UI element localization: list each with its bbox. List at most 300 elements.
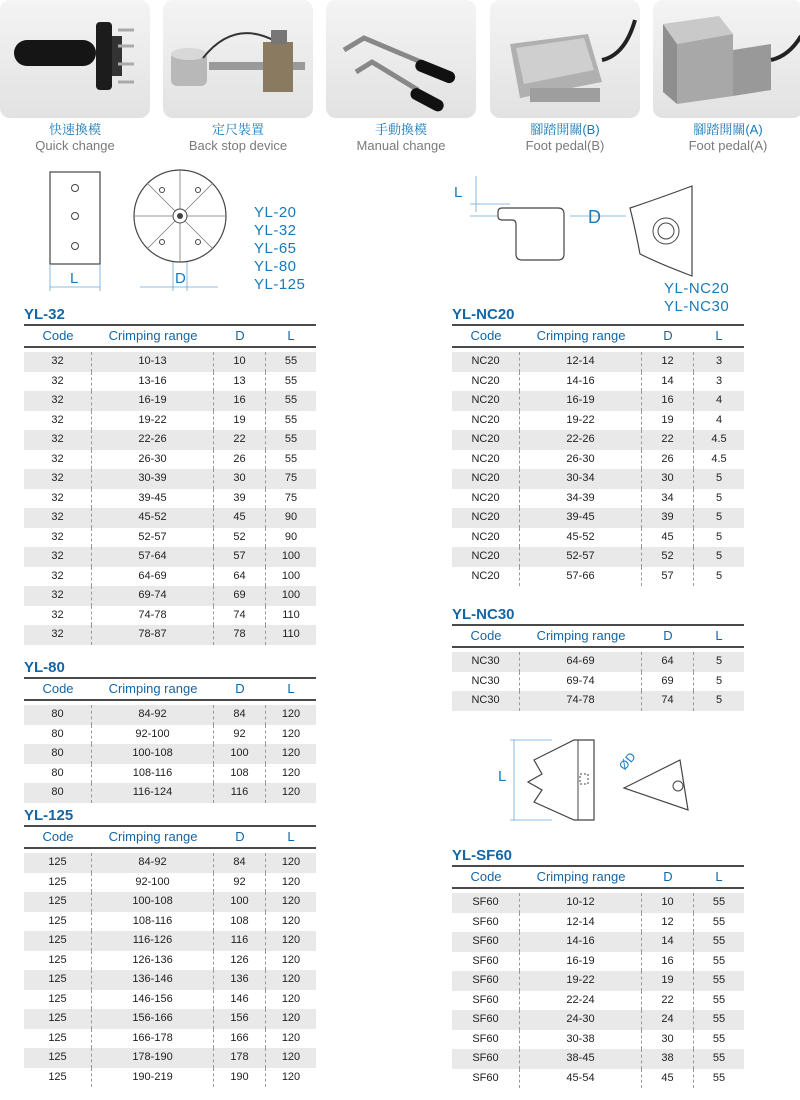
- cell-l: 3: [715, 355, 723, 367]
- cell-code: 125: [24, 990, 92, 1010]
- cell-code: SF60: [452, 1010, 520, 1030]
- cell-d: 116: [214, 783, 266, 803]
- dimension-od-label: ØD: [616, 749, 639, 773]
- cell-d: 190: [214, 1068, 266, 1088]
- cell-l: 55: [284, 413, 298, 426]
- table-row: [452, 991, 744, 1011]
- cell-l: 120: [281, 1051, 301, 1063]
- cell-d: 39: [642, 508, 694, 528]
- cell-l: 100: [281, 550, 301, 562]
- foot-pedal-a-icon: [653, 0, 800, 118]
- cell-d: 52: [642, 547, 694, 567]
- back-stop-device-icon: [163, 0, 313, 118]
- cell-l: 120: [281, 766, 301, 779]
- table-row: [452, 952, 744, 972]
- cell-range: 100-108: [92, 744, 214, 764]
- accessory-quick-change: [0, 0, 150, 154]
- cell-range: 24-30: [520, 1010, 642, 1030]
- table-header: [24, 324, 316, 348]
- cell-range: 22-24: [520, 991, 642, 1011]
- table-row: [452, 893, 744, 913]
- cell-code: 125: [24, 951, 92, 971]
- cell-range: 14-16: [520, 932, 642, 952]
- cell-d: 45: [642, 1069, 694, 1089]
- cell-l: 5: [715, 674, 723, 687]
- table-yl32: [24, 306, 316, 645]
- cell-d: 57: [214, 547, 266, 567]
- table-row: [452, 450, 744, 470]
- cell-l: 55: [712, 1013, 726, 1025]
- table-row: [452, 1010, 744, 1030]
- table-row: [24, 931, 316, 951]
- accessory-back-stop: [163, 0, 313, 154]
- cell-l: 4.5: [711, 433, 727, 445]
- cell-range: 38-45: [520, 1049, 642, 1069]
- model-label: YL-125: [254, 276, 306, 293]
- table-row: [24, 853, 316, 873]
- header-l: L: [715, 869, 723, 884]
- cell-code: 80: [24, 783, 92, 803]
- table-row: [24, 625, 316, 645]
- table-row: [24, 450, 316, 470]
- table-body: [452, 893, 744, 1088]
- table-row: [452, 411, 744, 431]
- dimension-l-label: L: [454, 184, 463, 201]
- cell-code: 32: [24, 430, 92, 450]
- cell-d: 52: [214, 528, 266, 548]
- cell-l: 120: [281, 953, 301, 966]
- dimension-d-label: D: [588, 207, 602, 227]
- cell-d: 19: [642, 971, 694, 991]
- cell-l: 120: [281, 856, 301, 868]
- dimension-l-label: L: [70, 270, 79, 287]
- accessory-en-label: Foot pedal(A): [688, 138, 768, 153]
- cell-d: 19: [214, 411, 266, 431]
- cell-range: 64-69: [92, 567, 214, 587]
- header-code: Code: [470, 628, 502, 643]
- header-crimping-range: Crimping range: [108, 681, 198, 696]
- cell-code: 125: [24, 912, 92, 932]
- cell-range: 69-74: [92, 586, 214, 606]
- cell-code: 32: [24, 625, 92, 645]
- table-row: [24, 912, 316, 932]
- table-row: [24, 411, 316, 431]
- table-row: [24, 352, 316, 372]
- cell-l: 55: [284, 433, 298, 445]
- cell-code: 125: [24, 1009, 92, 1029]
- cell-l: 120: [281, 747, 301, 759]
- table-row: [24, 764, 316, 784]
- cell-l: 5: [715, 472, 723, 484]
- cell-range: 178-190: [92, 1048, 214, 1068]
- table-row: [24, 705, 316, 725]
- cell-range: 30-39: [92, 469, 214, 489]
- accessory-zh-label: 手動換模: [374, 122, 427, 137]
- table-body: [24, 853, 316, 1087]
- table-header: [452, 865, 744, 889]
- cell-code: 32: [24, 528, 92, 548]
- cell-range: 74-78: [520, 691, 642, 711]
- cell-l: 120: [281, 1031, 301, 1044]
- cell-range: 156-166: [92, 1009, 214, 1029]
- table-yl125: [24, 807, 316, 1087]
- cell-l: 120: [281, 727, 301, 740]
- cell-d: 16: [642, 952, 694, 972]
- model-label: YL-65: [254, 240, 297, 257]
- cell-l: 110: [282, 608, 300, 621]
- cell-d: 10: [642, 893, 694, 913]
- cell-range: 69-74: [520, 672, 642, 692]
- header-l: L: [287, 829, 295, 844]
- cell-d: 45: [642, 528, 694, 548]
- cell-d: 30: [642, 1030, 694, 1050]
- header-crimping-range: Crimping range: [536, 328, 626, 343]
- cell-d: 12: [642, 913, 694, 933]
- cell-d: 10: [214, 352, 266, 372]
- cell-code: SF60: [452, 932, 520, 952]
- cell-l: 90: [284, 530, 298, 543]
- table-row: [24, 873, 316, 893]
- cell-l: 120: [281, 708, 301, 720]
- cell-range: 190-219: [92, 1068, 214, 1088]
- cell-l: 75: [284, 491, 298, 504]
- cell-range: 92-100: [92, 725, 214, 745]
- cell-range: 52-57: [92, 528, 214, 548]
- cell-d: 92: [214, 873, 266, 893]
- table-row: [24, 469, 316, 489]
- cell-l: 120: [281, 786, 301, 798]
- cell-d: 22: [642, 991, 694, 1011]
- header-crimping-range: Crimping range: [536, 869, 626, 884]
- cell-range: 16-19: [92, 391, 214, 411]
- table-header: [452, 624, 744, 648]
- cell-l: 55: [712, 1071, 726, 1084]
- header-d: D: [235, 328, 245, 343]
- cell-d: 22: [214, 430, 266, 450]
- cell-range: 30-38: [520, 1030, 642, 1050]
- table-ylnc30: [452, 606, 744, 711]
- header-d: D: [663, 328, 673, 343]
- cell-l: 55: [284, 394, 298, 406]
- cell-l: 55: [712, 915, 726, 928]
- cell-code: 125: [24, 1068, 92, 1088]
- cell-range: 84-92: [92, 705, 214, 725]
- header-crimping-range: Crimping range: [536, 628, 626, 643]
- cell-l: 55: [712, 974, 726, 986]
- quick-change-die-icon: [0, 0, 150, 118]
- table-row: [24, 567, 316, 587]
- table-title: YL-125: [24, 807, 74, 824]
- cell-range: 146-156: [92, 990, 214, 1010]
- cell-code: 125: [24, 970, 92, 990]
- table-row: [24, 725, 316, 745]
- cell-range: 10-12: [520, 893, 642, 913]
- table-body: [24, 352, 316, 645]
- model-label: YL-NC20: [664, 280, 730, 297]
- table-row: [452, 1069, 744, 1089]
- cell-range: 108-116: [92, 912, 214, 932]
- die-diagram-sf: [494, 736, 694, 826]
- cell-l: 55: [284, 374, 298, 387]
- cell-code: 32: [24, 606, 92, 626]
- cell-code: 125: [24, 1048, 92, 1068]
- cell-code: SF60: [452, 971, 520, 991]
- cell-d: 74: [642, 691, 694, 711]
- table-row: [24, 391, 316, 411]
- cell-code: NC20: [452, 430, 520, 450]
- foot-pedal-b-icon: [490, 0, 640, 118]
- cell-code: 32: [24, 372, 92, 392]
- table-title: YL-32: [24, 306, 65, 323]
- cell-l: 120: [281, 914, 301, 927]
- table-row: [24, 528, 316, 548]
- table-row: [452, 528, 744, 548]
- table-row: [24, 372, 316, 392]
- header-code: Code: [470, 328, 502, 343]
- cell-l: 3: [715, 374, 723, 387]
- cell-code: NC30: [452, 672, 520, 692]
- die-model-list: [254, 204, 305, 294]
- cell-d: 156: [214, 1009, 266, 1029]
- table-row: [452, 913, 744, 933]
- cell-l: 55: [712, 954, 726, 967]
- model-label: YL-32: [254, 222, 297, 239]
- table-row: [452, 352, 744, 372]
- cell-l: 120: [281, 1070, 301, 1083]
- cell-range: 19-22: [520, 411, 642, 431]
- cell-d: 14: [642, 372, 694, 392]
- cell-code: 80: [24, 705, 92, 725]
- cell-code: 32: [24, 411, 92, 431]
- table-row: [24, 1048, 316, 1068]
- cell-l: 55: [712, 896, 726, 908]
- accessory-zh-label: 腳踏開關(B): [530, 122, 600, 137]
- cell-range: 34-39: [520, 489, 642, 509]
- header-code: Code: [42, 829, 74, 844]
- table-row: [24, 951, 316, 971]
- table-row: [452, 547, 744, 567]
- cell-range: 74-78: [92, 606, 214, 626]
- cell-d: 30: [642, 469, 694, 489]
- table-ylnc20: [452, 306, 744, 586]
- table-body: [452, 652, 744, 711]
- accessory-manual-change: [326, 0, 476, 154]
- dimension-l-label: L: [498, 768, 507, 785]
- cell-l: 5: [715, 530, 723, 543]
- table-body: [452, 352, 744, 586]
- cell-code: 125: [24, 1029, 92, 1049]
- accessory-zh-label: 定尺裝置: [211, 122, 264, 137]
- cell-code: 32: [24, 469, 92, 489]
- accessory-foot-pedal-b: [490, 0, 640, 154]
- cell-range: 57-66: [520, 567, 642, 587]
- header-code: Code: [42, 328, 74, 343]
- cell-d: 69: [214, 586, 266, 606]
- table-row: [452, 372, 744, 392]
- cell-range: 108-116: [92, 764, 214, 784]
- cell-range: 45-52: [92, 508, 214, 528]
- cell-d: 64: [642, 652, 694, 672]
- cell-d: 38: [642, 1049, 694, 1069]
- table-header: [452, 324, 744, 348]
- cell-d: 12: [642, 352, 694, 372]
- table-row: [452, 672, 744, 692]
- table-row: [24, 1009, 316, 1029]
- cell-d: 14: [642, 932, 694, 952]
- cell-range: 13-16: [92, 372, 214, 392]
- cell-d: 16: [214, 391, 266, 411]
- cell-l: 110: [282, 628, 300, 640]
- cell-code: NC20: [452, 567, 520, 587]
- cell-code: SF60: [452, 1069, 520, 1089]
- table-row: [452, 652, 744, 672]
- cell-l: 120: [281, 973, 301, 985]
- cell-d: 64: [214, 567, 266, 587]
- table-row: [24, 970, 316, 990]
- cell-d: 34: [642, 489, 694, 509]
- cell-code: 32: [24, 450, 92, 470]
- cell-code: 32: [24, 586, 92, 606]
- header-code: Code: [470, 869, 502, 884]
- accessory-zh-label: 腳踏開關(A): [693, 122, 763, 137]
- cell-d: 69: [642, 672, 694, 692]
- cell-range: 39-45: [520, 508, 642, 528]
- cell-d: 24: [642, 1010, 694, 1030]
- table-row: [24, 744, 316, 764]
- cell-l: 55: [284, 355, 298, 367]
- cell-d: 74: [214, 606, 266, 626]
- cell-range: 116-126: [92, 931, 214, 951]
- table-title: YL-NC20: [452, 306, 515, 323]
- table-ylsf60: [452, 847, 744, 1088]
- cell-code: 125: [24, 873, 92, 893]
- cell-l: 4: [715, 394, 723, 406]
- cell-range: 30-34: [520, 469, 642, 489]
- cell-l: 4: [715, 413, 723, 426]
- table-row: [24, 1029, 316, 1049]
- header-crimping-range: Crimping range: [108, 829, 198, 844]
- cell-code: NC20: [452, 352, 520, 372]
- cell-d: 30: [214, 469, 266, 489]
- table-row: [452, 1030, 744, 1050]
- accessory-zh-label: 快速換模: [48, 122, 101, 137]
- cell-d: 92: [214, 725, 266, 745]
- cell-code: SF60: [452, 913, 520, 933]
- cell-l: 120: [281, 992, 301, 1005]
- cell-range: 45-54: [520, 1069, 642, 1089]
- cell-d: 100: [214, 892, 266, 912]
- cell-l: 55: [712, 1052, 726, 1064]
- cell-range: 22-26: [520, 430, 642, 450]
- cell-d: 108: [214, 764, 266, 784]
- cell-l: 5: [715, 655, 723, 667]
- cell-code: 32: [24, 352, 92, 372]
- cell-d: 39: [214, 489, 266, 509]
- cell-range: 22-26: [92, 430, 214, 450]
- cell-l: 4.5: [711, 452, 727, 465]
- cell-d: 84: [214, 853, 266, 873]
- table-row: [452, 691, 744, 711]
- accessory-foot-pedal-a: [653, 0, 800, 154]
- accessory-en-label: Quick change: [35, 138, 115, 153]
- table-row: [452, 567, 744, 587]
- cell-range: 19-22: [520, 971, 642, 991]
- die-diagram-right: [450, 176, 700, 282]
- cell-code: NC20: [452, 469, 520, 489]
- cell-d: 126: [214, 951, 266, 971]
- header-d: D: [235, 681, 245, 696]
- cell-range: 52-57: [520, 547, 642, 567]
- cell-code: 125: [24, 853, 92, 873]
- cell-l: 5: [715, 491, 723, 504]
- header-l: L: [287, 681, 295, 696]
- cell-l: 100: [281, 569, 301, 582]
- table-row: [452, 932, 744, 952]
- cell-l: 120: [281, 895, 301, 907]
- cell-code: 80: [24, 725, 92, 745]
- cell-range: 14-16: [520, 372, 642, 392]
- cell-code: NC20: [452, 411, 520, 431]
- header-d: D: [235, 829, 245, 844]
- accessory-en-label: Manual change: [356, 138, 446, 153]
- accessory-en-label: Back stop device: [188, 138, 288, 153]
- cell-l: 5: [715, 511, 723, 523]
- cell-code: 32: [24, 547, 92, 567]
- table-row: [24, 990, 316, 1010]
- cell-d: 108: [214, 912, 266, 932]
- cell-d: 16: [642, 391, 694, 411]
- cell-l: 5: [715, 569, 723, 582]
- cell-range: 126-136: [92, 951, 214, 971]
- model-label: YL-80: [254, 258, 297, 275]
- cell-range: 100-108: [92, 892, 214, 912]
- cell-code: SF60: [452, 991, 520, 1011]
- cell-d: 22: [642, 430, 694, 450]
- cell-d: 178: [214, 1048, 266, 1068]
- cell-d: 26: [214, 450, 266, 470]
- cell-code: 32: [24, 508, 92, 528]
- cell-d: 57: [642, 567, 694, 587]
- cell-d: 26: [642, 450, 694, 470]
- cell-range: 57-64: [92, 547, 214, 567]
- cell-code: NC30: [452, 652, 520, 672]
- header-crimping-range: Crimping range: [108, 328, 198, 343]
- header-d: D: [663, 869, 673, 884]
- cell-l: 5: [715, 550, 723, 562]
- table-row: [452, 469, 744, 489]
- cell-d: 45: [214, 508, 266, 528]
- cell-l: 90: [284, 511, 298, 523]
- cell-code: 32: [24, 489, 92, 509]
- cell-d: 84: [214, 705, 266, 725]
- cell-code: NC20: [452, 489, 520, 509]
- cell-l: 75: [284, 472, 298, 484]
- cell-l: 120: [281, 1012, 301, 1024]
- cell-code: SF60: [452, 1049, 520, 1069]
- cell-range: 16-19: [520, 391, 642, 411]
- cell-code: NC20: [452, 391, 520, 411]
- cell-l: 55: [284, 452, 298, 465]
- table-row: [24, 586, 316, 606]
- cell-range: 26-30: [520, 450, 642, 470]
- table-row: [452, 508, 744, 528]
- model-label: YL-20: [254, 204, 297, 221]
- cell-range: 136-146: [92, 970, 214, 990]
- cell-range: 12-14: [520, 913, 642, 933]
- table-row: [24, 489, 316, 509]
- cell-code: NC20: [452, 372, 520, 392]
- cell-code: 32: [24, 391, 92, 411]
